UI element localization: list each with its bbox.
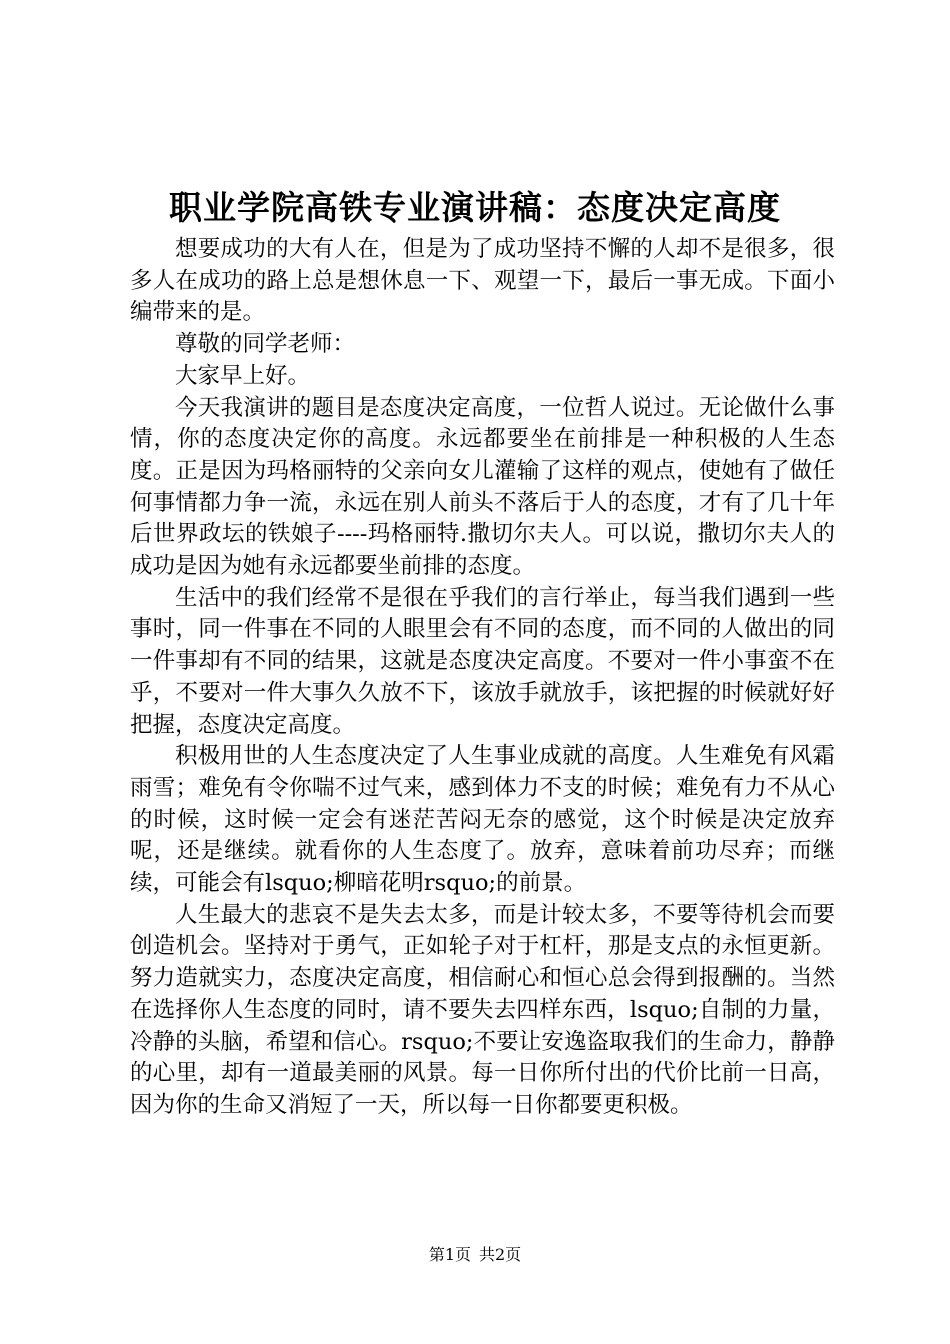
paragraph-greeting: 大家早上好。 [175, 362, 311, 389]
document-title: 职业学院高铁专业演讲稿：态度决定高度 [169, 188, 781, 227]
page-total: 共2页 [479, 1245, 522, 1264]
paragraph-positive-attitude: 积极用世的人生态度决定了人生事业成就的高度。人生难免有风霜雨雪；难免有令你喘不过气来，感到体力不支的时候；难免有力不从心的时候，这时候一定会有迷茫苦闷无奈的感觉，这个时候是决定放弃呢，还是继续。就看你的人生态度了。放弃，意味着前功尽弃；而继续，可能会有lsquo;柳暗花明rsquo;的前景。 [130, 743, 835, 897]
paragraph-life-sorrow: 人生最大的悲哀不是失去太多，而是计较太多，不要等待机会而要创造机会。坚持对于勇气，正如轮子对于杠杆，那是支点的永恒更新。努力造就实力，态度决定高度，相信耐心和恒心总会得到报酬的。当然在选择你人生态度的同时，请不要失去四样东西，lsquo;自制的力量，冷静的头脑，希望和信心。rsquo;不要让安逸盗取我们的生命力，静静的心里，却有一道最美丽的风景。每一日你所付出的代价比前一日高，因为你的生命又消短了一天，所以每一日你都要更积极。 [130, 901, 835, 1118]
document-body [130, 234, 835, 1122]
paragraph-daily-life: 生活中的我们经常不是很在乎我们的言行举止，每当我们遇到一些事时，同一件事在不同的人眼里会有不同的态度，而不同的人做出的同一件事却有不同的结果，这就是态度决定高度。不要对一件小事蛮不在乎，不要对一件大事久久放不下，该放手就放手，该把握的时候就好好把握，态度决定高度。 [130, 584, 835, 738]
paragraph-salutation: 尊敬的同学老师： [175, 331, 356, 358]
page-number: 第1页 [428, 1245, 471, 1264]
paragraph-topic: 今天我演讲的题目是态度决定高度，一位哲人说过。无论做什么事情，你的态度决定你的高度。永远都要坐在前排是一种积极的人生态度。正是因为玛格丽特的父亲向女儿灌输了这样的观点，使她有了做任何事情都力争一流，永远在别人前头不落后于人的态度，才有了几十年后世界政坛的铁娘子----玛格丽特.撒切尔夫人。可以说，撒切尔夫人的成功是因为她有永远都要坐前排的态度。 [130, 394, 835, 580]
page-footer [0, 1245, 950, 1265]
paragraph-intro: 想要成功的大有人在，但是为了成功坚持不懈的人却不是很多，很多人在成功的路上总是想休息一下、观望一下，最后一事无成。下面小编带来的是。 [130, 236, 835, 326]
